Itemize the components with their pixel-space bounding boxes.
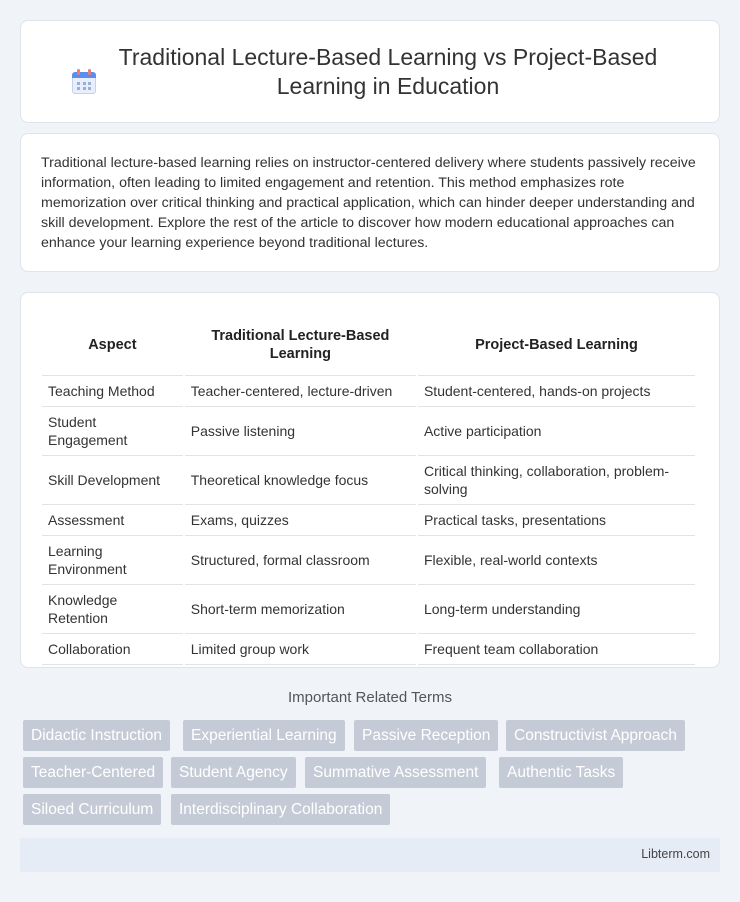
table-row [42, 585, 695, 634]
related-term-tag[interactable]: Experiential Learning [183, 720, 345, 751]
cell-aspect: Knowledge Retention [42, 585, 183, 634]
intro-text: Traditional lecture-based learning relies on instructor-centered delivery where students passively receive information, often leading to limited engagement and retention. This method emphasizes rote memorization over critical thinking and practical application, which can hinder deeper understanding and skill development. Explore the rest of the article to discover how modern educational approaches can enhance your learning experience beyond traditional lectures. [41, 155, 696, 251]
header-traditional: Traditional Lecture-Based Learning [185, 314, 416, 376]
cell-project: Flexible, real-world contexts [418, 536, 695, 585]
related-term-tag[interactable]: Constructivist Approach [506, 720, 685, 751]
cell-aspect: Skill Development [42, 456, 183, 505]
page-title: Traditional Lecture-Based Learning vs Project-Based Learning in Education [118, 43, 658, 99]
calendar-icon [72, 69, 96, 95]
cell-traditional: Short-term memorization [185, 585, 416, 634]
table-row [42, 456, 695, 505]
cell-aspect: Assessment [42, 505, 183, 536]
cell-project: Long-term understanding [418, 585, 695, 634]
intro-card [20, 133, 720, 272]
cell-project: Frequent team collaboration [418, 634, 695, 665]
related-term-tag[interactable]: Siloed Curriculum [23, 794, 161, 825]
title-card [20, 20, 720, 123]
related-term-tag[interactable]: Authentic Tasks [499, 757, 623, 788]
footer [20, 838, 720, 872]
cell-traditional: Structured, formal classroom [185, 536, 416, 585]
cell-project: Critical thinking, collaboration, problem-solving [418, 456, 695, 505]
comparison-table [40, 314, 697, 665]
cell-traditional: Passive listening [185, 407, 416, 456]
cell-project: Student-centered, hands-on projects [418, 376, 695, 407]
table-header-row [42, 314, 695, 376]
header-project: Project-Based Learning [418, 314, 695, 376]
cell-traditional: Limited group work [185, 634, 416, 665]
cell-traditional: Teacher-centered, lecture-driven [185, 376, 416, 407]
table-row [42, 634, 695, 665]
cell-aspect: Student Engagement [42, 407, 183, 456]
table-row [42, 407, 695, 456]
cell-project: Active participation [418, 407, 695, 456]
related-term-tag[interactable]: Teacher-Centered [23, 757, 163, 788]
footer-brand-link[interactable]: Libterm.com [641, 847, 710, 861]
comparison-card [20, 292, 720, 668]
cell-traditional: Theoretical knowledge focus [185, 456, 416, 505]
related-term-tag[interactable]: Interdisciplinary Collaboration [171, 794, 390, 825]
cell-aspect: Learning Environment [42, 536, 183, 585]
related-term-tag[interactable]: Summative Assessment [305, 757, 486, 788]
table-row [42, 376, 695, 407]
cell-aspect: Teaching Method [42, 376, 183, 407]
related-term-tag[interactable]: Passive Reception [354, 720, 498, 751]
header-aspect: Aspect [42, 314, 183, 376]
related-term-tag[interactable]: Student Agency [171, 757, 296, 788]
table-row [42, 536, 695, 585]
related-term-tag[interactable]: Didactic Instruction [23, 720, 170, 751]
cell-traditional: Exams, quizzes [185, 505, 416, 536]
table-row [42, 505, 695, 536]
cell-aspect: Collaboration [42, 634, 183, 665]
related-terms-title: Important Related Terms [288, 689, 452, 706]
cell-project: Practical tasks, presentations [418, 505, 695, 536]
